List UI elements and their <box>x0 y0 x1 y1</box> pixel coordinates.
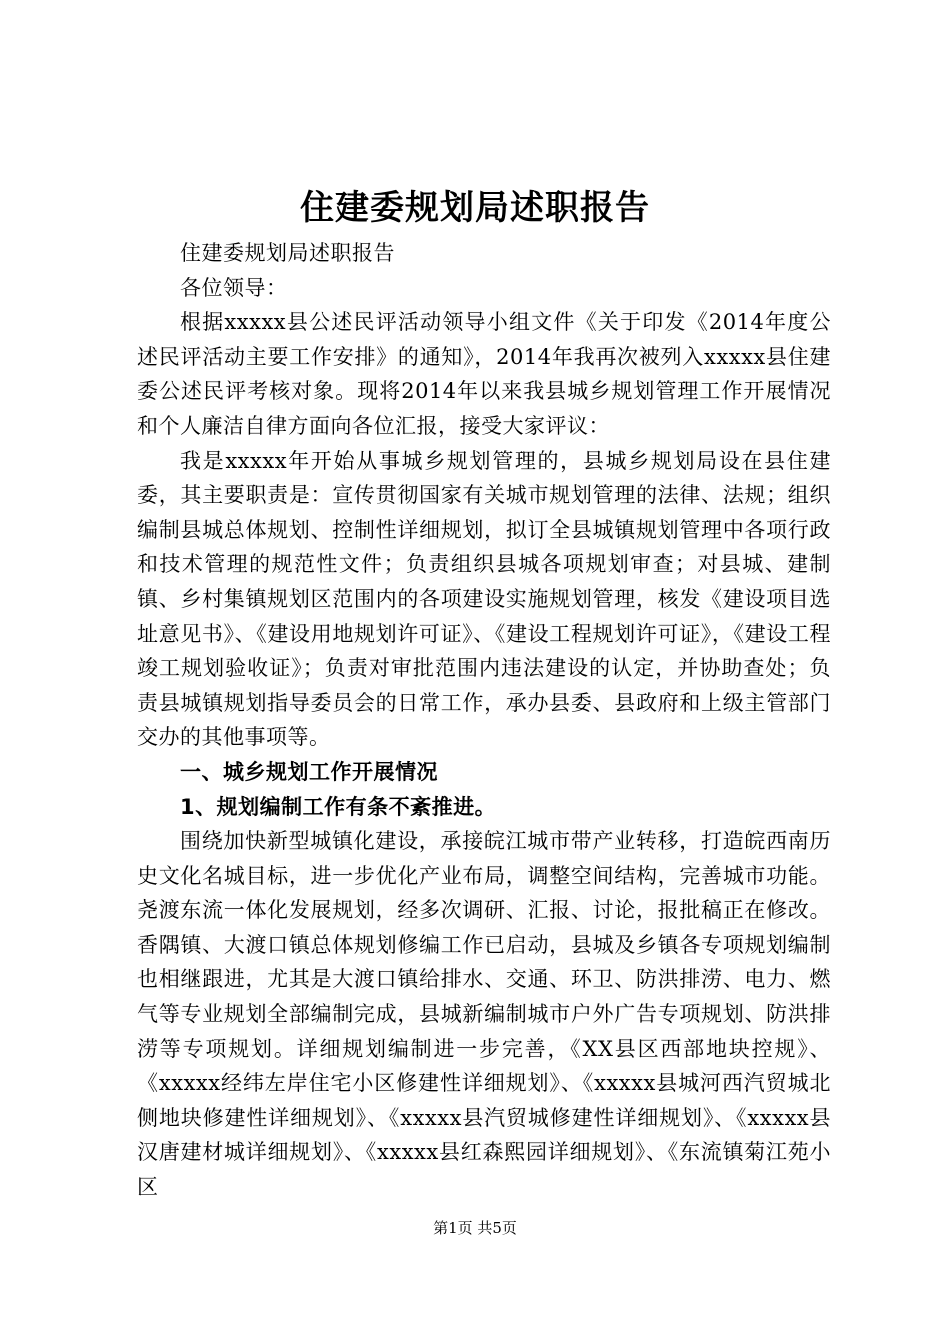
paragraph-intro: 根据xxxxx县公述民评活动领导小组文件《关于印发《2014年度公述民评活动主要工作安排》的通知》，2014年我再次被列入xxxxx县住建委公述民评考核对象。现将2014年以来我县城乡规划管理工作开展情况和个人廉洁自律方面向各位汇报，接受大家评议： <box>137 310 831 438</box>
paragraph-duties: 我是xxxxx年开始从事城乡规划管理的，县城乡规划局设在县住建委，其主要职责是：宣传贯彻国家有关城市规划管理的法律、法规；组织编制县城总体规划、控制性详细规划，拟订全县城镇规划管理中各项行政和技术管理的规范性文件；负责组织县城各项规划审查；对县城、建制镇、乡村集镇规划区范围内的各项建设实施规划管理，核发《建设项目选址意见书》、《建设用地规划许可证》、《建设工程规划许可证》，《建设工程竣工规划验收证》；负责对审批范围内违法建设的认定，并协助查处；负责县城镇规划指导委员会的日常工作，承办县委、县政府和上级主管部门交办的其他事项等。 <box>137 448 831 750</box>
page-footer: 第1页 共5页 <box>433 1219 517 1237</box>
section-heading: 一、城乡规划工作开展情况 <box>180 759 438 784</box>
subsection-heading: 1、规划编制工作有条不紊推进。 <box>180 794 497 819</box>
document-body <box>137 236 831 1205</box>
paragraph-planning: 围绕加快新型城镇化建设，承接皖江城市带产业转移，打造皖西南历史文化名城目标，进一步优化产业布局，调整空间结构，完善城市功能。尧渡东流一体化发展规划，经多次调研、汇报、讨论，报批稿正在修改。香隅镇、大渡口镇总体规划修编工作已启动，县城及乡镇各专项规划编制也相继跟进，尤其是大渡口镇给排水、交通、环卫、防洪排涝、电力、燃气等专业规划全部编制完成，县城新编制城市户外广告专项规划、防洪排涝等专项规划。详细规划编制进一步完善，《XX县区西部地块控规》、《xxxxx经纬左岸住宅小区修建性详细规划》、《xxxxx县城河西汽贸城北侧地块修建性详细规划》、《xxxxx县汽贸城修建性详细规划》、《xxxxx县汉唐建材城详细规划》、《xxxxx县红森熙园详细规划》、《东流镇菊江苑小区 <box>137 829 831 1200</box>
paragraph-subtitle: 住建委规划局述职报告 <box>180 241 395 265</box>
paragraph-salutation: 各位领导： <box>180 275 288 300</box>
document-title: 住建委规划局述职报告 <box>300 188 650 228</box>
